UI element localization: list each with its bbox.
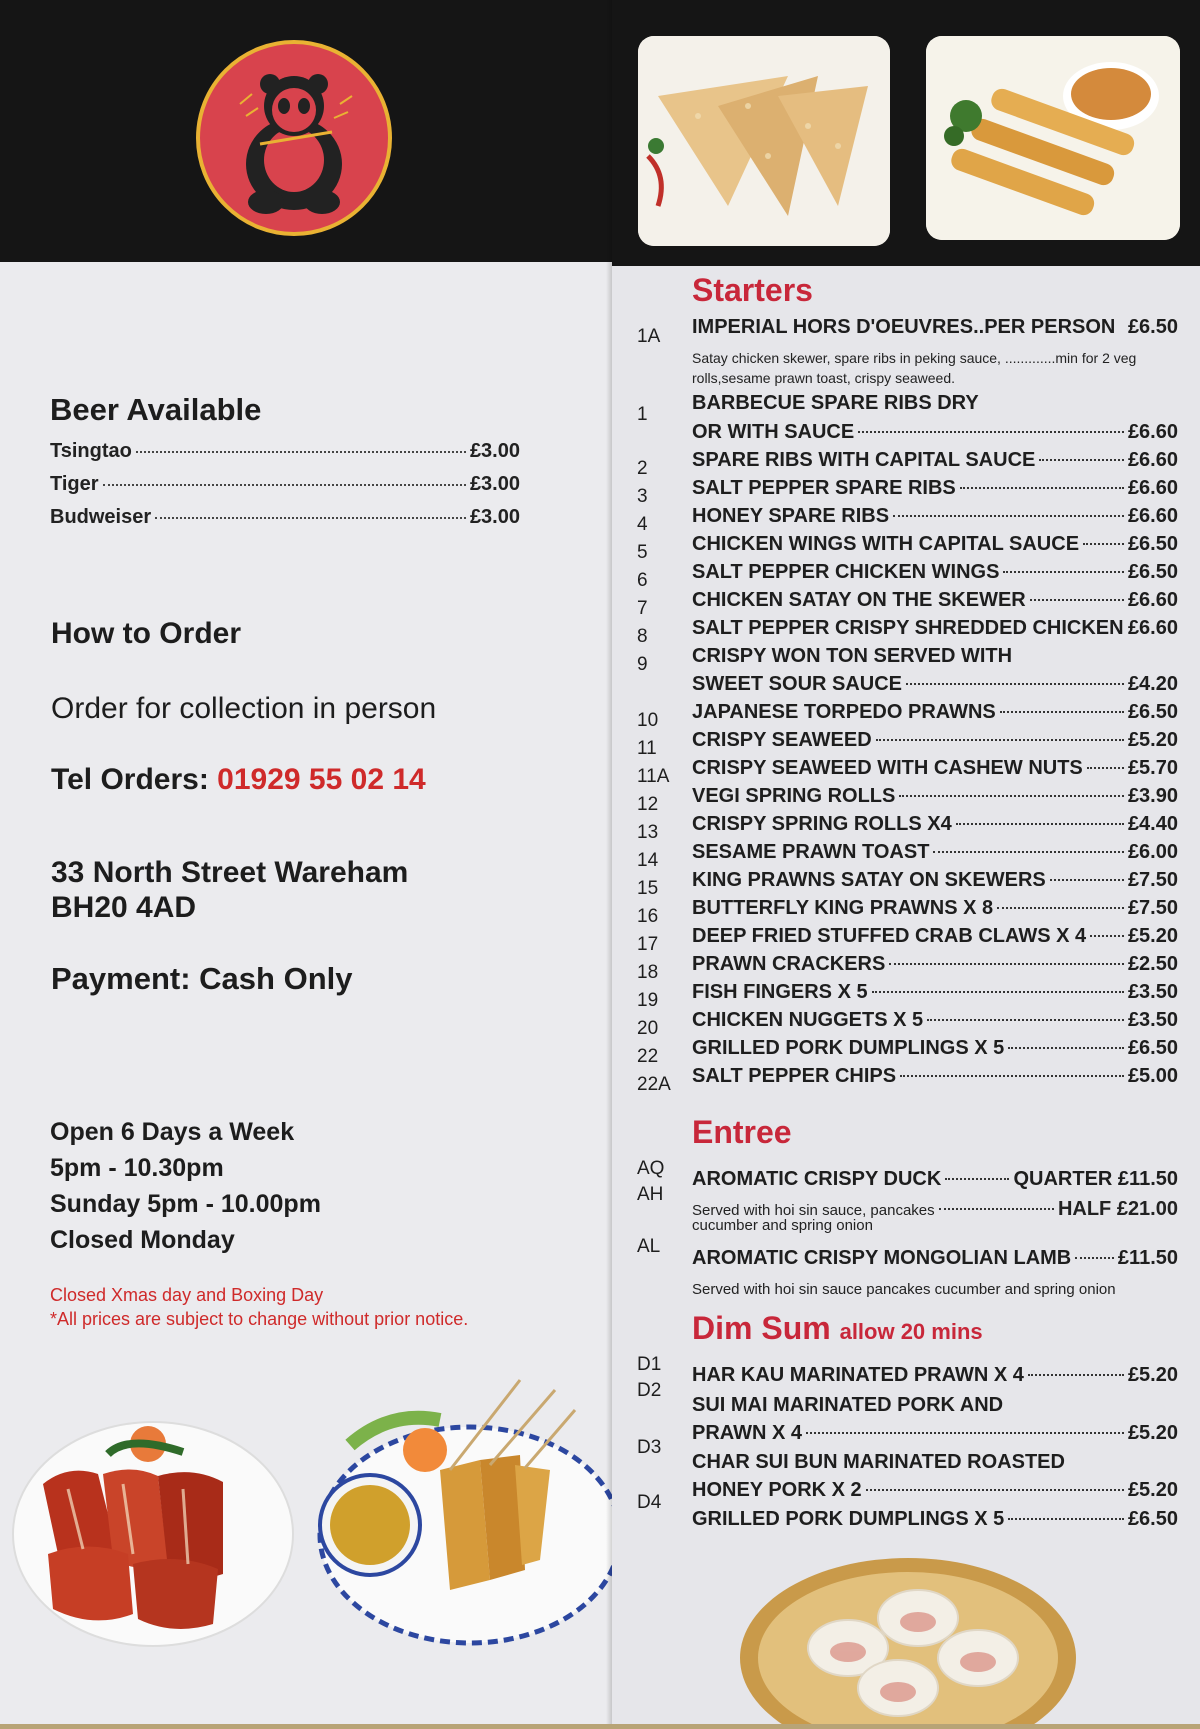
dot-leader: [1028, 1374, 1124, 1376]
item-number: 11: [637, 738, 657, 759]
item-name: SALT PEPPER CHIPS: [692, 1065, 897, 1087]
dot-leader: [906, 683, 1124, 685]
item-number: 17: [637, 934, 659, 955]
item-number: 6: [637, 570, 648, 591]
menu-item-13: [692, 813, 1178, 839]
item-name: AROMATIC CRISPY MONGOLIAN LAMB: [692, 1247, 1072, 1269]
hours-line2: 5pm - 10.30pm: [50, 1154, 224, 1182]
dot-leader: [900, 1075, 1124, 1077]
beer-name: Budweiser: [50, 506, 152, 528]
roast-duck-photo: [8, 1404, 298, 1654]
dot-leader: [1000, 711, 1124, 713]
item-number: 10: [637, 710, 659, 731]
menu-item-16: [692, 897, 1178, 923]
item-price: £5.20: [1127, 1422, 1178, 1444]
item-price: £6.50: [1127, 701, 1178, 723]
menu-item-18: [692, 953, 1178, 979]
item-number: 13: [637, 822, 659, 843]
menu-item-9-cont: [692, 673, 1178, 699]
menu-item-15: [692, 869, 1178, 895]
dot-leader: [1030, 599, 1124, 601]
collection-text: Order for collection in person: [51, 692, 437, 725]
menu-item-d3-cont: [692, 1479, 1178, 1505]
closed-note: Closed Xmas day and Boxing Day: [50, 1285, 324, 1305]
dot-leader: [1075, 1257, 1114, 1259]
item-price: £5.20: [1127, 925, 1178, 947]
dot-leader: [889, 963, 1124, 965]
item-number: 14: [637, 850, 659, 871]
item-name: SWEET SOUR SAUCE: [692, 673, 903, 695]
menu-item-22: [692, 1037, 1178, 1063]
entree-heading: Entree: [692, 1114, 792, 1150]
dot-leader: [927, 1019, 1124, 1021]
item-price: £6.50: [1127, 1508, 1178, 1530]
item-number: 1A: [637, 326, 661, 347]
payment-text: Payment: Cash Only: [51, 961, 353, 996]
item-number: 5: [637, 542, 648, 563]
dot-leader: [893, 515, 1124, 517]
item-price: £7.50: [1127, 897, 1178, 919]
dimsum-heading: [692, 1310, 983, 1347]
item-name: HAR KAU MARINATED PRAWN X 4: [692, 1364, 1024, 1386]
menu-item-9: [692, 645, 1178, 671]
menu-item-10: [692, 701, 1178, 727]
tel-number[interactable]: 01929 55 02 14: [217, 763, 426, 796]
item-name: CHICKEN SATAY ON THE SKEWER: [692, 589, 1026, 611]
item-number: 15: [637, 878, 659, 899]
item-description: cucumber and spring onion: [692, 1217, 873, 1234]
dot-leader: [899, 795, 1124, 797]
tel-orders: [51, 763, 426, 797]
menu-item-3: [692, 477, 1178, 503]
dot-leader: [1083, 543, 1124, 545]
item-name: CHAR SUI BUN MARINATED ROASTED: [692, 1451, 1065, 1473]
dot-leader: [1039, 459, 1124, 461]
menu-item-duck: [692, 1168, 1178, 1194]
menu-item-8: [692, 617, 1178, 643]
item-number: 22: [637, 1046, 659, 1067]
item-name: CHICKEN NUGGETS X 5: [692, 1009, 924, 1031]
hours-line4: Closed Monday: [50, 1226, 235, 1254]
item-price: £6.50: [1127, 316, 1178, 338]
menu-item-11a: [692, 757, 1178, 783]
item-name: KING PRAWNS SATAY ON SKEWERS: [692, 869, 1046, 891]
dot-leader: [136, 451, 466, 453]
menu-item-1: [692, 392, 1178, 418]
item-name: CRISPY WON TON SERVED WITH: [692, 645, 1013, 667]
item-price: £6.60: [1127, 617, 1178, 639]
item-number: 19: [637, 990, 659, 1011]
menu-item-6: [692, 561, 1178, 587]
item-number: 20: [637, 1018, 659, 1039]
beer-price: £3.00: [469, 506, 520, 528]
item-name: HONEY PORK X 2: [692, 1479, 862, 1501]
item-name: OR WITH SAUCE: [692, 421, 855, 443]
item-number: 1: [637, 404, 648, 425]
menu-item-d1: [692, 1364, 1178, 1390]
item-price: £5.70: [1127, 757, 1178, 779]
item-number: D1: [637, 1354, 662, 1375]
dot-leader: [1050, 879, 1124, 881]
item-name: VEGI SPRING ROLLS: [692, 785, 896, 807]
item-number: 18: [637, 962, 659, 983]
dim-sum-basket-photo: [738, 1548, 1078, 1724]
menu-item-12: [692, 785, 1178, 811]
menu-item-1-cont: [692, 421, 1178, 447]
menu-item-d4: [692, 1508, 1178, 1534]
beer-name: Tsingtao: [50, 440, 132, 462]
beer-row-budweiser: [50, 506, 520, 534]
item-price: QUARTER £11.50: [1013, 1168, 1178, 1190]
menu-item-5: [692, 533, 1178, 559]
beer-price: £3.00: [469, 473, 520, 495]
beer-price: £3.00: [469, 440, 520, 462]
item-number: D3: [637, 1437, 662, 1458]
hours-line1: Open 6 Days a Week: [50, 1118, 295, 1146]
menu-item-d3: [692, 1451, 1178, 1477]
item-price: £6.50: [1127, 1037, 1178, 1059]
item-price: £6.60: [1127, 449, 1178, 471]
menu-item-20: [692, 1009, 1178, 1035]
item-number: 4: [637, 514, 648, 535]
item-description: Satay chicken skewer, spare ribs in peking sauce, .............min for 2 veg rolls,sesame prawn toast, crispy seaweed.: [692, 350, 1137, 386]
item-price: £6.50: [1127, 561, 1178, 583]
item-price: £5.00: [1127, 1065, 1178, 1087]
item-name: BUTTERFLY KING PRAWNS X 8: [692, 897, 994, 919]
item-number: 22A: [637, 1074, 671, 1095]
beer-row-tiger: [50, 473, 520, 501]
menu-item-lamb: [692, 1247, 1178, 1273]
beer-name: Tiger: [50, 473, 99, 495]
item-name: PRAWN CRACKERS: [692, 953, 886, 975]
item-name: CRISPY SPRING ROLLS X4: [692, 813, 952, 835]
price-note: *All prices are subject to change without prior notice.: [50, 1309, 469, 1329]
item-number: 12: [637, 794, 659, 815]
item-name: SESAME PRAWN TOAST: [692, 841, 930, 863]
item-price: £3.50: [1127, 981, 1178, 1003]
item-name: SUI MAI MARINATED PORK AND: [692, 1394, 1004, 1416]
item-name: IMPERIAL HORS D'OEUVRES..PER PERSON: [692, 316, 1116, 338]
item-price: £6.00: [1127, 841, 1178, 863]
item-price: £3.90: [1127, 785, 1178, 807]
dot-leader: [1090, 935, 1124, 937]
item-name: SALT PEPPER CRISPY SHREDDED CHICKEN: [692, 617, 1124, 639]
item-number: 16: [637, 906, 659, 927]
item-price: £6.50: [1127, 533, 1178, 555]
item-name: SALT PEPPER CHICKEN WINGS: [692, 561, 1000, 583]
item-name: CRISPY SEAWEED: [692, 729, 872, 751]
dot-leader: [1003, 571, 1124, 573]
menu-item-4: [692, 505, 1178, 531]
item-price: £5.20: [1127, 1479, 1178, 1501]
item-price: HALF £21.00: [1057, 1198, 1178, 1220]
how-to-order-heading: How to Order: [51, 617, 242, 650]
dot-leader: [103, 484, 466, 486]
dot-leader: [939, 1208, 1054, 1210]
dot-leader: [945, 1178, 1009, 1180]
dot-leader: [858, 431, 1124, 433]
dot-leader: [1087, 767, 1124, 769]
dimsum-title: Dim Sum: [692, 1310, 831, 1346]
menu-item-19: [692, 981, 1178, 1007]
item-price: £4.40: [1127, 813, 1178, 835]
item-price: £6.60: [1127, 505, 1178, 527]
item-name: DEEP FRIED STUFFED CRAB CLAWS X 4: [692, 925, 1087, 947]
item-number: D2: [637, 1380, 662, 1401]
menu-item-14: [692, 841, 1178, 867]
item-description: Served with hoi sin sauce, pancakes: [692, 1202, 935, 1219]
menu-item-7: [692, 589, 1178, 615]
menu-item-d2-cont: [692, 1422, 1178, 1448]
item-name: SALT PEPPER SPARE RIBS: [692, 477, 956, 499]
item-price: £6.60: [1127, 477, 1178, 499]
item-name: HONEY SPARE RIBS: [692, 505, 890, 527]
dimsum-subtitle: allow 20 mins: [839, 1319, 983, 1344]
menu-item-17: [692, 925, 1178, 951]
menu-item-2: [692, 449, 1178, 475]
item-price: £6.60: [1127, 421, 1178, 443]
dot-leader: [872, 991, 1124, 993]
dot-leader: [1008, 1047, 1124, 1049]
dot-leader: [866, 1489, 1124, 1491]
menu-item-1a: [692, 316, 1178, 342]
item-number: AQ: [637, 1158, 665, 1179]
item-price: £6.60: [1127, 589, 1178, 611]
chicken-satay-photo: [926, 36, 1180, 240]
item-number: 11A: [637, 766, 670, 787]
item-description: Served with hoi sin sauce pancakes cucumber and spring onion: [692, 1281, 1116, 1298]
item-name: CRISPY SEAWEED WITH CASHEW NUTS: [692, 757, 1083, 779]
menu-item-22a: [692, 1065, 1178, 1091]
beer-heading: Beer Available: [50, 392, 262, 427]
item-name: FISH FINGERS X 5: [692, 981, 868, 1003]
item-number: 2: [637, 458, 648, 479]
item-number: 9: [637, 654, 648, 675]
dot-leader: [806, 1432, 1124, 1434]
dot-leader: [1008, 1518, 1124, 1520]
prawn-toast-photo: [638, 36, 890, 246]
dot-leader: [933, 851, 1124, 853]
item-name: GRILLED PORK DUMPLINGS X 5: [692, 1508, 1005, 1530]
satay-plate-photo: [290, 1350, 612, 1650]
item-name: JAPANESE TORPEDO PRAWNS: [692, 701, 996, 723]
item-name: GRILLED PORK DUMPLINGS X 5: [692, 1037, 1005, 1059]
item-number: AL: [637, 1236, 661, 1257]
dot-leader: [997, 907, 1124, 909]
address-line1: 33 North Street Wareham: [51, 856, 409, 889]
address-line2: BH20 4AD: [51, 891, 197, 924]
item-number: 8: [637, 626, 648, 647]
item-name: PRAWN X 4: [692, 1422, 803, 1444]
item-price: £5.20: [1127, 729, 1178, 751]
item-number: D4: [637, 1492, 662, 1513]
dot-leader: [155, 517, 466, 519]
item-price: £4.20: [1127, 673, 1178, 695]
item-name: AROMATIC CRISPY DUCK: [692, 1168, 942, 1190]
item-price: £2.50: [1127, 953, 1178, 975]
item-number: 7: [637, 598, 648, 619]
item-number: AH: [637, 1184, 664, 1205]
tel-label: Tel Orders:: [51, 763, 209, 796]
item-name: SPARE RIBS WITH CAPITAL SAUCE: [692, 449, 1036, 471]
item-name: BARBECUE SPARE RIBS DRY: [692, 392, 979, 414]
panda-logo-icon: [196, 40, 392, 236]
item-price: £7.50: [1127, 869, 1178, 891]
item-price: £11.50: [1117, 1247, 1178, 1269]
dot-leader: [956, 823, 1124, 825]
starters-heading: Starters: [692, 272, 813, 308]
menu-item-11: [692, 729, 1178, 755]
menu-item-d2: [692, 1394, 1178, 1420]
beer-row-tsingtao: [50, 440, 520, 468]
dot-leader: [960, 487, 1124, 489]
item-name: CHICKEN WINGS WITH CAPITAL SAUCE: [692, 533, 1080, 555]
dot-leader: [876, 739, 1124, 741]
item-price: £3.50: [1127, 1009, 1178, 1031]
item-number: 3: [637, 486, 648, 507]
item-price: £5.20: [1127, 1364, 1178, 1386]
hours-line3: Sunday 5pm - 10.00pm: [50, 1190, 321, 1218]
